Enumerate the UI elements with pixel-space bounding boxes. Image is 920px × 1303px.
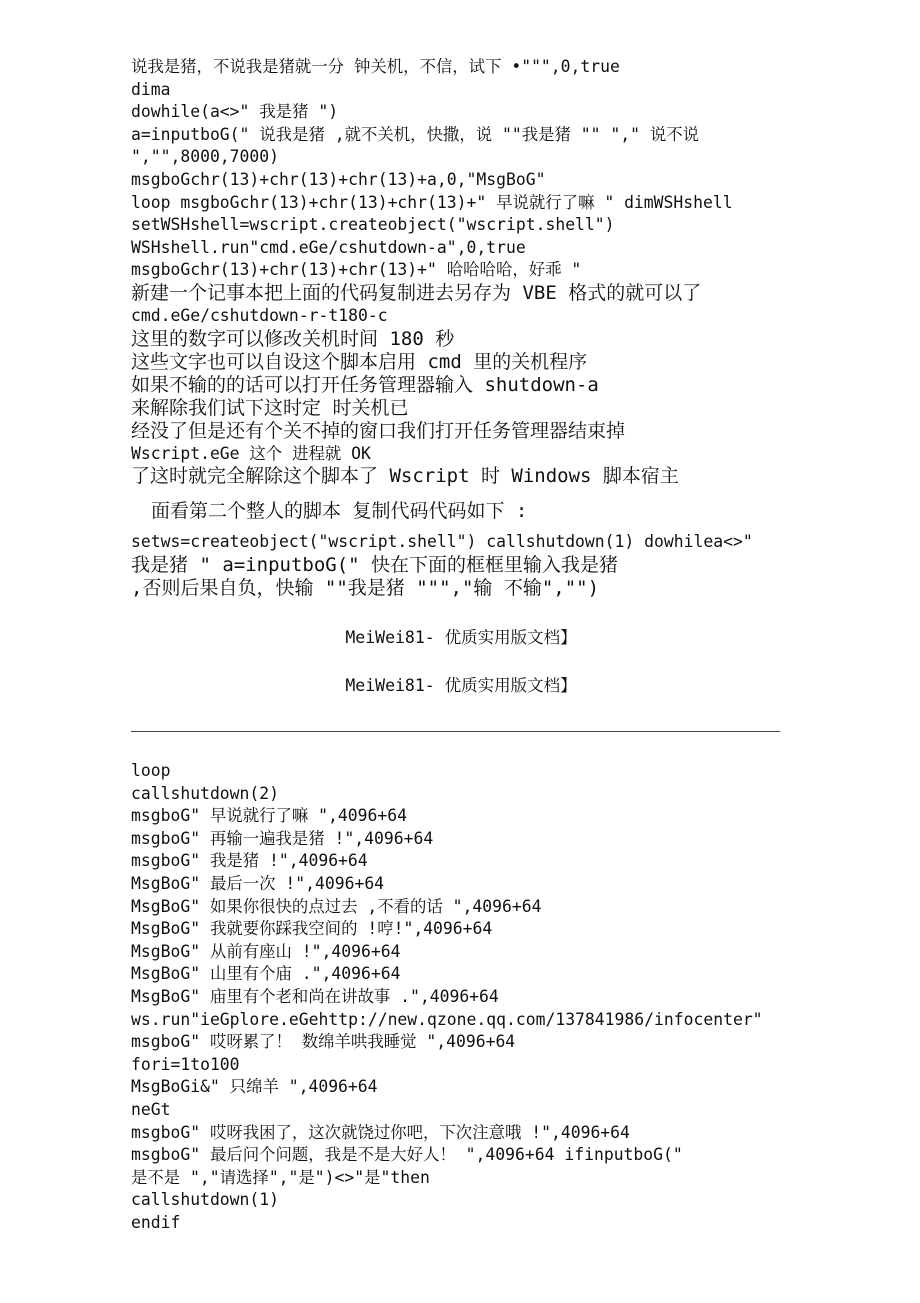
code-line: dima: [131, 79, 171, 99]
code-line: WSHshell.run"cmd.eGe/cshutdown-a",0,true: [131, 237, 526, 257]
code-line: MsgBoG" 如果你很快的点过去 ,不看的话 ",4096+64: [131, 896, 542, 916]
code-line: msgboGchr(13)+chr(13)+chr(13)+" 哈哈哈哈，好乖 ": [131, 260, 582, 280]
code-line: msgboG" 我是猪 !",4096+64: [131, 851, 368, 871]
text-line: 经没了但是还有个关不掉的窗口我们打开任务管理器结束掉: [131, 419, 626, 442]
code-line: ,否则后果自负，快输 ""我是猪 ""","输 不输",""): [131, 576, 600, 599]
code-line: loop: [131, 761, 171, 780]
page-footer: MeiWei81- 优质实用版文档】: [345, 675, 577, 695]
code-line: neGt: [131, 1099, 171, 1119]
code-line: MsgBoG" 我就要你踩我空间的 !哼!",4096+64: [131, 919, 493, 939]
text-line: 这些文字也可以自设这个脚本启用 cmd 里的关机程序: [131, 350, 588, 373]
text-line: 这里的数字可以修改关机时间 180 秒: [131, 327, 455, 350]
text-line: 了这时就完全解除这个脚本了 Wscript 时 Windows 脚本宿主: [131, 465, 679, 488]
code-line: ","",8000,7000): [131, 147, 280, 167]
code-line: fori=1to100: [131, 1054, 240, 1074]
code-line: setWSHshell=wscript.createobject("wscript.shell"): [131, 215, 615, 235]
text-line: 来解除我们试下这时定 时关机已: [131, 396, 409, 419]
text-line: 如果不输的的话可以打开任务管理器输入 shutdown-a: [131, 373, 599, 396]
code-line: MsgBoG" 最后一次 !",4096+64: [131, 873, 385, 893]
section-intro: 面看第二个整人的脚本 复制代码代码如下 :: [151, 500, 528, 523]
code-line: MsgBoG" 从前有座山 !",4096+64: [131, 941, 401, 961]
code-line: MsgBoG" 山里有个庙 .",4096+64: [131, 964, 401, 984]
code-line: dowhile(a<>" 我是猪 "): [131, 102, 339, 122]
text-line: 新建一个记事本把上面的代码复制进去另存为 VBE 格式的就可以了: [131, 281, 702, 304]
code-line: 是不是 ","请选择","是")<>"是"then: [131, 1167, 430, 1187]
code-line: MsgBoGi&" 只绵羊 ",4096+64: [131, 1077, 378, 1097]
code-line: msgboG" 哎呀我困了，这次就饶过你吧，下次注意哦 !",4096+64: [131, 1122, 630, 1142]
text-line: Wscript.eGe 这个 进程就 OK: [131, 443, 371, 463]
code-line: ws.run"ieGplore.eGehttp://new.qzone.qq.com/137841986/infocenter": [131, 1009, 763, 1029]
code-line: cmd.eGe/cshutdown-r-t180-c: [131, 305, 388, 325]
code-line: msgboG" 再输一遍我是猪 !",4096+64: [131, 828, 434, 848]
page-divider: [131, 731, 780, 732]
code-line: endif: [131, 1212, 181, 1232]
code-line: 我是猪 " a=inputboG(" 快在下面的框框里输入我是猪: [131, 553, 619, 576]
code-line: a=inputboG(" 说我是猪 ,就不关机，快撒，说 ""我是猪 "" "," 说不说: [131, 124, 699, 144]
code-line: msgboG" 哎呀累了！ 数绵羊哄我睡觉 ",4096+64: [131, 1032, 516, 1052]
code-line: MsgBoG" 庙里有个老和尚在讲故事 .",4096+64: [131, 986, 499, 1006]
code-line: msgboGchr(13)+chr(13)+chr(13)+a,0,"MsgBoG": [131, 169, 546, 189]
document-page-1: [131, 56, 791, 698]
text-line: 说我是猪，不说我是猪就一分 钟关机，不信，试下 •""",0,true: [131, 57, 620, 76]
code-line: loop msgboGchr(13)+chr(13)+chr(13)+" 早说就行了嘛 " dimWSHshell: [131, 192, 733, 212]
code-line: msgboG" 最后问个问题，我是不是大好人！ ",4096+64 ifinputboG(": [131, 1145, 683, 1165]
code-line: callshutdown(1): [131, 1190, 280, 1210]
code-line: msgboG" 早说就行了嘛 ",4096+64: [131, 806, 407, 826]
code-line: setws=createobject("wscript.shell") callshutdown(1) dowhilea<>": [131, 532, 753, 552]
page-footer: MeiWei81- 优质实用版文档】: [345, 627, 577, 647]
code-line: callshutdown(2): [131, 783, 280, 803]
document-page-2: [131, 760, 791, 1234]
